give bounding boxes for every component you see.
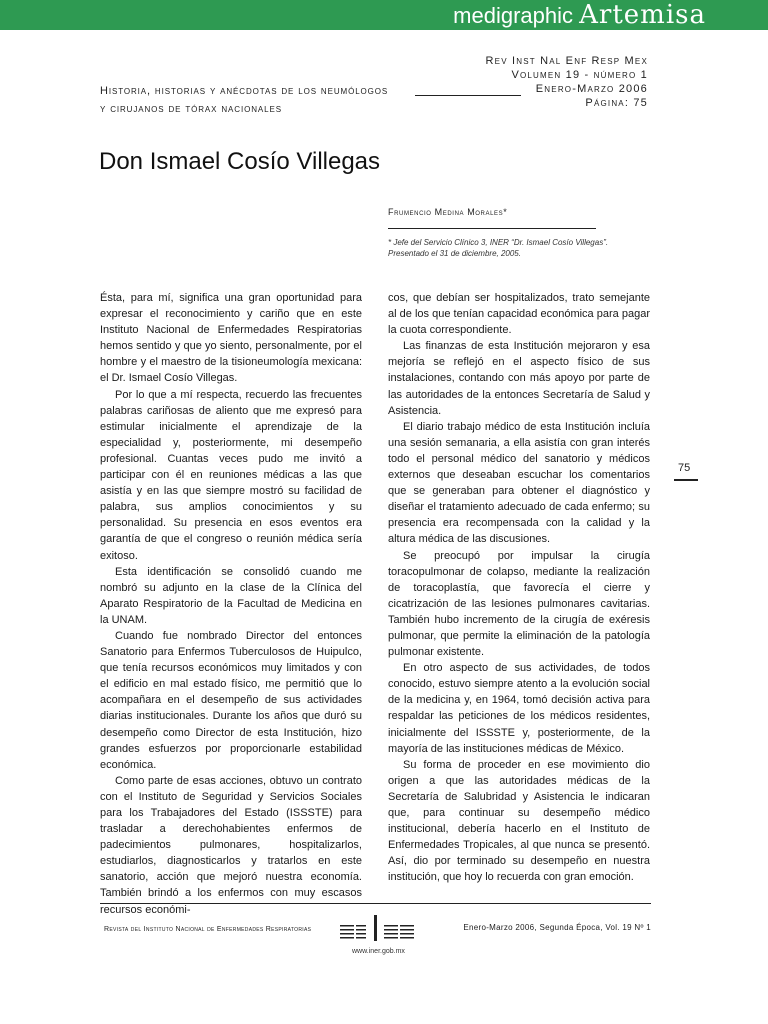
- footer-url[interactable]: www.iner.gob.mx: [352, 948, 405, 955]
- footer-issue-info: Enero-Marzo 2006, Segunda Época, Vol. 19 Nº 1: [463, 923, 651, 932]
- journal-volume: Volumen 19 - número 1: [511, 69, 648, 81]
- paragraph: Ésta, para mí, significa una gran oportunidad para expresar el reconocimiento y cariño que en este Instituto Nacional de Enfermedades Respiratorias hemos sentido y que yo siento, personalmente, por el hombre y el maestro de la tisioneumología mexicana: el Dr. Ismael Cosío Villegas.: [100, 292, 362, 385]
- section-line-2: y cirujanos de tórax nacionales: [100, 103, 282, 115]
- journal-page: Página: 75: [585, 97, 648, 109]
- paragraph: Las finanzas de esta Institución mejoraron y esa mejoría se reflejó en el aspecto físico de sus instalaciones, contando con más apoyo por parte de las autoridades de la entonces Secretaría de Salud y Asistencia.: [388, 340, 650, 417]
- paragraph: Cuando fue nombrado Director del entonces Sanatorio para Enfermos Tuberculosos de Huipulco, que tenía recursos económicos muy limitados y con el edificio en mal estado físico, me permitió que lo acompañara en el desempeño de sus actividades diarias institucionales. Durante los años que duró su desempeño como Director de esta Institución, hizo grandes esfuerzos por proporcionarle estabilidad económica.: [100, 629, 362, 771]
- header-banner: [0, 0, 768, 30]
- footer-divider: [100, 903, 651, 904]
- section-line-1: Historia, historias y anécdotas de los neumólogos: [100, 85, 389, 97]
- paragraph: Su forma de proceder en ese movimiento dio origen a que las autoridades médicas de la Secretaría de Salubridad y Asistencia le indicaran que, para continuar su desempeño médico institucional, debería hacerlo en el Instituto de Enfermedades Tropicales, al que nunca se presentó. Así, dio por terminado su desempeño en nuestra institución, que hoy lo recuerda con gran emoción.: [388, 758, 650, 884]
- brand-main: medigraphic: [453, 3, 574, 28]
- paragraph: En otro aspecto de sus actividades, de todos conocido, estuvo siempre atento a la evolución social de la medicina y, en 1964, tomó decisión activa para respaldar las peticiones de los médicos residentes, inicialmente del ISSSTE y, posteriormente, de la mayoría de las instituciones médicas de México.: [388, 662, 650, 755]
- journal-metadata: [486, 54, 648, 110]
- paragraph: Esta identificación se consolidó cuando me nombró su adjunto en la clase de la Clínica del Aparato Respiratorio de la Facultad de Medicina en la UNAM.: [100, 565, 362, 626]
- section-divider: [415, 95, 521, 96]
- paragraph: El diario trabajo médico de esta Institución incluía una sesión semanaria, a ella asistía con gran interés todo el personal médico del sanatorio y médicos externos que deseaban escuchar los comentarios que se generaban para obtener el diagnóstico y diseñar el tratamiento adecuado de cada enfermo; su presencia era recompensada con la calidad y la altura médica de las discusiones.: [388, 420, 650, 546]
- page-number-rule: [674, 479, 698, 481]
- journal-date: Enero-Marzo 2006: [535, 83, 648, 95]
- body-column-left: [100, 290, 362, 918]
- section-heading: [100, 82, 388, 118]
- body-column-right: [388, 290, 650, 885]
- article-author: Frumencio Medina Morales*: [388, 207, 508, 217]
- brand-accent: Artemisa: [579, 0, 706, 30]
- iner-logo-icon: [338, 913, 418, 945]
- author-footnote: [388, 237, 638, 259]
- author-divider: [388, 228, 596, 229]
- footer-journal-name: Revista del Instituto Nacional de Enfermedades Respiratorias: [104, 926, 312, 933]
- paragraph: Como parte de esas acciones, obtuvo un contrato con el Instituto de Seguridad y Servicios Sociales para los Trabajadores del Estado (ISSSTE) para trasladar a derechohabientes enfermos de padecimientos pulmonares, hospitalizarlos, estudiarlos, diagnosticarlos y tratarlos en este sanatorio, acción que mejoró nuestra economía. También brindó a los enfermos con muy escasos recursos económi-: [100, 774, 362, 916]
- page-number: 75: [678, 462, 691, 474]
- paragraph: Por lo que a mí respecta, recuerdo las frecuentes palabras cariñosas de aliento que me expresó para estimular inicialmente el aprendizaje de la especialidad y, posteriormente, mi desempeño profesional. Cuantas veces pudo me invitó a participar con él en reuniones médicas a las que asistía y en las que siempre mostró su facilidad de palabra, sus amplios conocimientos y su personalidad. Su presencia en esos eventos era garantía de que el congreso o reunión médica sería exitoso.: [100, 388, 362, 562]
- article-title: Don Ismael Cosío Villegas: [99, 148, 381, 175]
- paragraph: Se preocupó por impulsar la cirugía toracopulmonar de colapso, mediante la realización de toracoplastía, que favorecía el cierre y cicatrización de las lesiones pulmonares cavitarias. También hubo incremento de la cirugía de exéresis pulmonar, que permite la eliminación de la patología pulmonar existente.: [388, 549, 650, 659]
- footnote-line-2: Presentado el 31 de diciembre, 2005.: [388, 249, 521, 258]
- brand-logo[interactable]: [453, 1, 706, 30]
- footnote-line-1: * Jefe del Servicio Clínico 3, INER “Dr. Ismael Cosío Villegas”.: [388, 238, 609, 247]
- paragraph: cos, que debían ser hospitalizados, trato semejante al de los que tenían capacidad económica para pagar la cuota correspondiente.: [388, 292, 650, 337]
- journal-name: Rev Inst Nal Enf Resp Mex: [485, 55, 648, 67]
- iner-logo: [338, 913, 418, 950]
